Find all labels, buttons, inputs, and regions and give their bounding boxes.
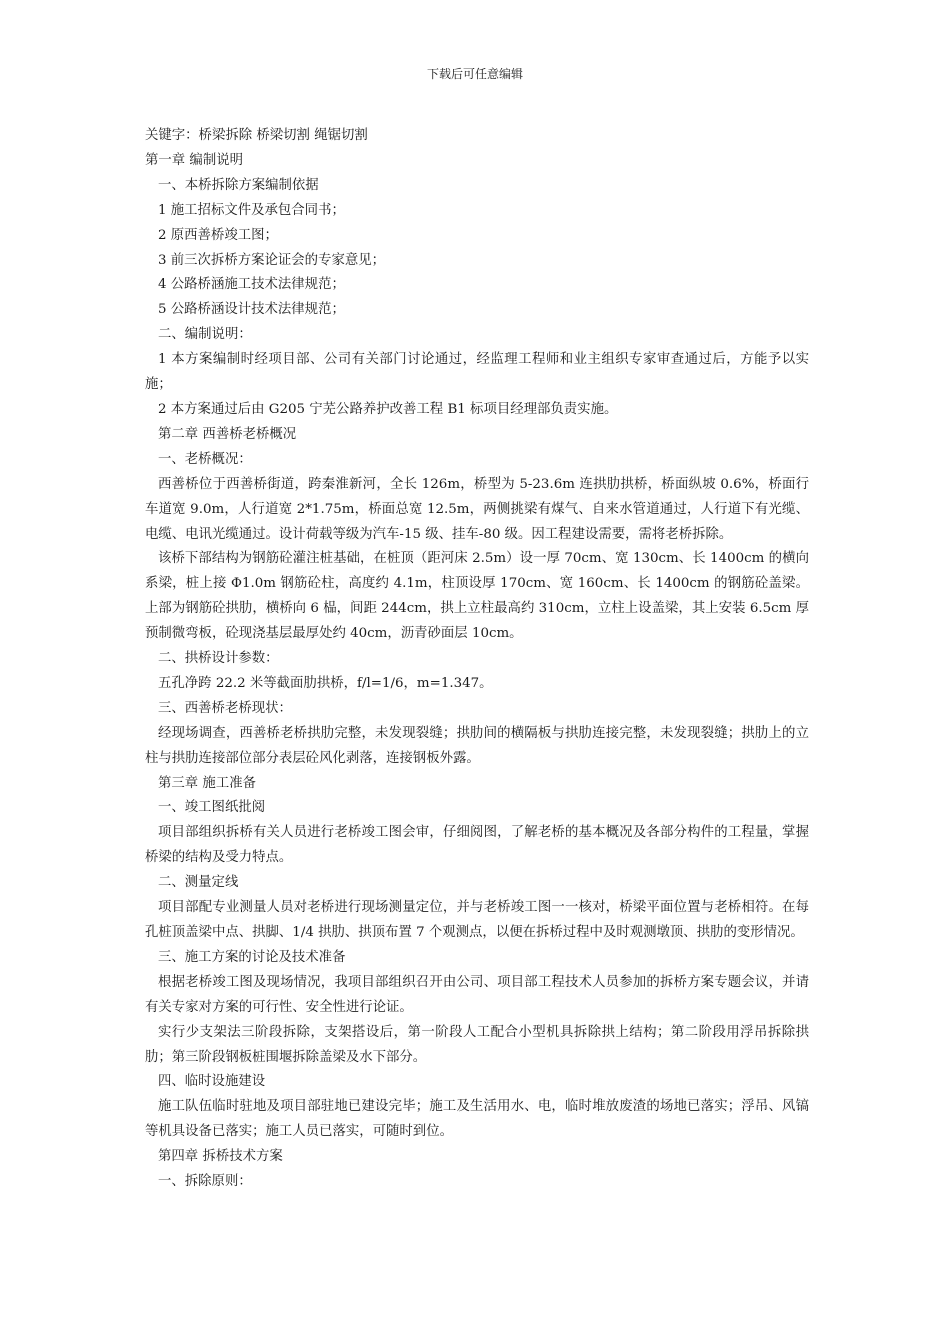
section-heading: 三、施工方案的讨论及技术准备: [158, 949, 346, 965]
section-heading: 三、西善桥老桥现状：: [158, 700, 292, 716]
document-body: [145, 124, 809, 1195]
chapter-heading: 第四章 拆桥技术方案: [158, 1149, 283, 1165]
body-paragraph: 该桥下部结构为钢筋砼灌注桩基础，在桩顶（距河床 2.5m）设一厚 70cm、宽 130cm、长 1400cm 的横向系梁，桩上接 Φ1.0m 钢筋砼柱，高度约 4.1m，柱顶设厚 170cm、宽 160cm、长 1400cm 的钢筋砼盖梁。上部为钢筋砼拱肋，横桥向 6 榀，间距 244cm，拱上立柱最高约 310cm，立柱上设盖梁，其上安装 6.5cm 厚预制微弯板，砼现浇基层最厚处约 40cm，沥青砂面层 10cm。: [145, 551, 809, 642]
body-paragraph: 五孔净跨 22.2 米等截面肋拱桥，f/l=1/6，m=1.347。: [158, 675, 493, 691]
section-heading: 一、拆除原则：: [158, 1174, 252, 1190]
list-item: 4 公路桥涵施工技术法律规范；: [158, 277, 345, 293]
body-paragraph: 2 本方案通过后由 G205 宁芜公路养护改善工程 B1 标项目经理部负责实施。: [158, 401, 618, 417]
section-heading: 四、临时设施建设: [158, 1074, 266, 1090]
section-heading: 一、竣工图纸批阅: [158, 800, 266, 816]
section-heading: 二、编制说明：: [158, 327, 252, 343]
list-item: 1 施工招标文件及承包合同书；: [158, 202, 345, 218]
body-paragraph: 西善桥位于西善桥街道，跨秦淮新河，全长 126m，桥型为 5-23.6m 连拱肋拱桥，桥面纵坡 0.6%，桥面行车道宽 9.0m，人行道宽 2*1.75m，桥面总宽 12.5m，两侧挑梁有煤气、自来水管道通过，人行道下有光缆、电缆、电讯光缆通过。设计荷载等级为汽车-15 级、挂车-80 级。因工程建设需要，需将老桥拆除。: [145, 476, 809, 542]
list-item: 5 公路桥涵设计技术法律规范；: [158, 302, 345, 318]
body-paragraph: 项目部组织拆桥有关人员进行老桥竣工图会审，仔细阅图，了解老桥的基本概况及各部分构件的工程量，掌握桥梁的结构及受力特点。: [145, 825, 809, 866]
list-item: 2 原西善桥竣工图；: [158, 227, 278, 243]
body-paragraph: 施工队伍临时驻地及项目部驻地已建设完毕；施工及生活用水、电，临时堆放废渣的场地已落实；浮吊、风镐等机具设备已落实；施工人员已落实，可随时到位。: [145, 1099, 809, 1140]
chapter-heading: 第二章 西善桥老桥概况: [158, 426, 297, 442]
chapter-heading: 第一章 编制说明: [145, 152, 243, 168]
section-heading: 二、拱桥设计参数：: [158, 651, 279, 667]
section-heading: 二、测量定线: [158, 875, 239, 891]
chapter-heading: 第三章 施工准备: [158, 775, 256, 791]
body-paragraph: 1 本方案编制时经项目部、公司有关部门讨论通过，经监理工程师和业主组织专家审查通过后，方能予以实施；: [145, 352, 809, 393]
section-heading: 一、老桥概况：: [158, 451, 252, 467]
body-paragraph: 实行少支架法三阶段拆除，支架搭设后，第一阶段人工配合小型机具拆除拱上结构；第二阶段用浮吊拆除拱肋；第三阶段钢板桩围堰拆除盖梁及水下部分。: [145, 1024, 809, 1065]
body-paragraph: 根据老桥竣工图及现场情况，我项目部组织召开由公司、项目部工程技术人员参加的拆桥方案专题会议，并请有关专家对方案的可行性、安全性进行论证。: [145, 974, 809, 1015]
body-paragraph: 经现场调查，西善桥老桥拱肋完整，未发现裂缝；拱肋间的横隔板与拱肋连接完整，未发现裂缝；拱肋上的立柱与拱肋连接部位部分表层砼风化剥落，连接钢板外露。: [145, 725, 809, 766]
list-item: 3 前三次拆桥方案论证会的专家意见；: [158, 252, 386, 268]
section-heading: 一、本桥拆除方案编制依据: [158, 177, 319, 193]
page-header: 下载后可任意编辑: [426, 67, 523, 81]
keywords-line: 关键字：桥梁拆除 桥梁切割 绳锯切割: [145, 128, 368, 143]
body-paragraph: 项目部配专业测量人员对老桥进行现场测量定位，并与老桥竣工图一一核对，桥梁平面位置与老桥相符。在每孔桩顶盖梁中点、拱脚、1/4 拱肋、拱顶布置 7 个观测点，以便在拆桥过程中及时观测墩顶、拱肋的变形情况。: [145, 900, 809, 940]
